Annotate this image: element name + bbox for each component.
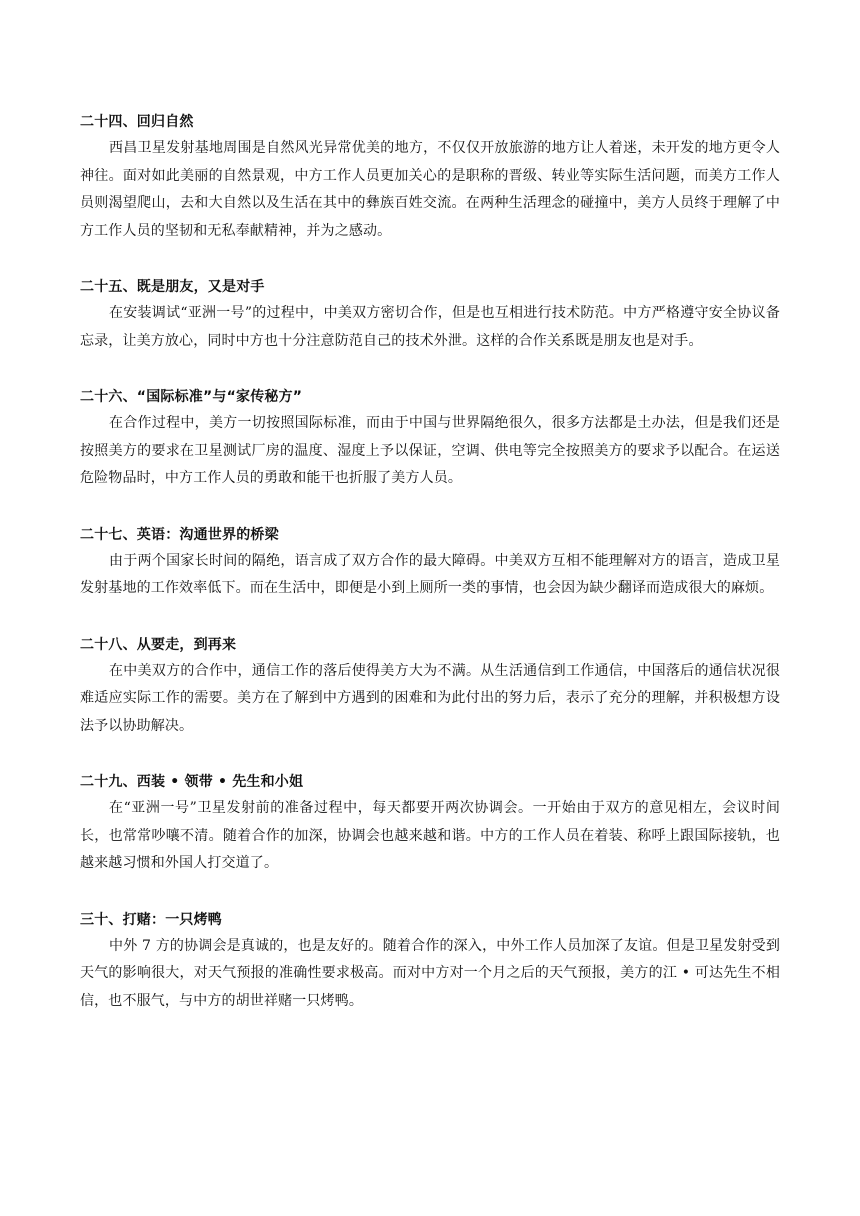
section-heading: 二十七、英语：沟通世界的桥梁 <box>80 526 279 543</box>
section-heading: 二十四、回归自然 <box>80 114 194 130</box>
section-heading: 三十、打赌：一只烤鸭 <box>80 911 222 928</box>
section-paragraph: 在“亚洲一号”卫星发射前的准备过程中，每天都要开两次协调会。一开始由于双方的意见相左，会议时间长，也常常吵嚷不清。随着合作的加深，协调会也越来越和谐。中方的工作人员在着装、称呼上跟国际接轨，也越来越习惯和外国人打交道了。 <box>80 800 780 871</box>
section-paragraph: 在中美双方的合作中，通信工作的落后使得美方大为不满。从生活通信到工作通信，中国落后的通信状况很难适应实际工作的需要。美方在了解到中方遇到的困难和为此付出的努力后，表示了充分的理解，并积极想方设法予以协助解决。 <box>80 662 780 734</box>
section-paragraph: 中外 7 方的协调会是真诚的，也是友好的。随着合作的深入，中外工作人员加深了友谊。但是卫星发射受到天气的影响很大，对天气预报的准确性要求极高。而对中方对一个月之后的天气预报，美方的江 • 可达先生不相信，也不服气，与中方的胡世祥赌一只烤鸭。 <box>80 937 780 1009</box>
section-paragraph: 在合作过程中，美方一切按照国际标准，而由于中国与世界隔绝很久，很多方法都是土办法，但是我们还是按照美方的要求在卫星测试厂房的温度、湿度上予以保证，空调、供电等完全按照美方的要求予以配合。在运送危险物品时，中方工作人员的勇敢和能干也折服了美方人员。 <box>80 415 780 486</box>
section-paragraph: 在安装调试“亚洲一号”的过程中，中美双方密切合作，但是也互相进行技术防范。中方严格遵守安全协议备忘录，让美方放心，同时中方也十分注意防范自己的技术外泄。这样的合作关系既是朋友也是对手。 <box>80 305 780 349</box>
section-24 <box>80 109 780 245</box>
section-26 <box>80 384 780 493</box>
section-27 <box>80 522 780 603</box>
section-heading: 二十九、西装 • 领带 • 先生和小姐 <box>80 774 304 790</box>
section-paragraph: 由于两个国家长时间的隔绝，语言成了双方合作的最大障碍。中美双方互相不能理解对方的语言，造成卫星发射基地的工作效率低下。而在生活中，即便是小到上厕所一类的事情，也会因为缺少翻译而造成很大的麻烦。 <box>80 552 780 596</box>
section-28 <box>80 632 780 741</box>
section-25 <box>80 274 780 355</box>
section-heading: 二十六、“国际标准”与“家传秘方” <box>80 389 303 405</box>
section-heading: 二十五、既是朋友，又是对手 <box>80 279 265 295</box>
section-29 <box>80 769 780 878</box>
section-paragraph: 西昌卫星发射基地周围是自然风光异常优美的地方，不仅仅开放旅游的地方让人着迷，未开发的地方更令人神往。面对如此美丽的自然景观，中方工作人员更加关心的是职称的晋级、转业等实际生活问题，而美方工作人员则渴望爬山，去和大自然以及生活在其中的彝族百姓交流。在两种生活理念的碰撞中，美方人员终于理解了中方工作人员的坚韧和无私奉献精神，并为之感动。 <box>80 140 780 239</box>
section-30 <box>80 907 780 1016</box>
section-heading: 二十八、从要走，到再来 <box>80 636 237 653</box>
document-page <box>80 109 780 1044</box>
